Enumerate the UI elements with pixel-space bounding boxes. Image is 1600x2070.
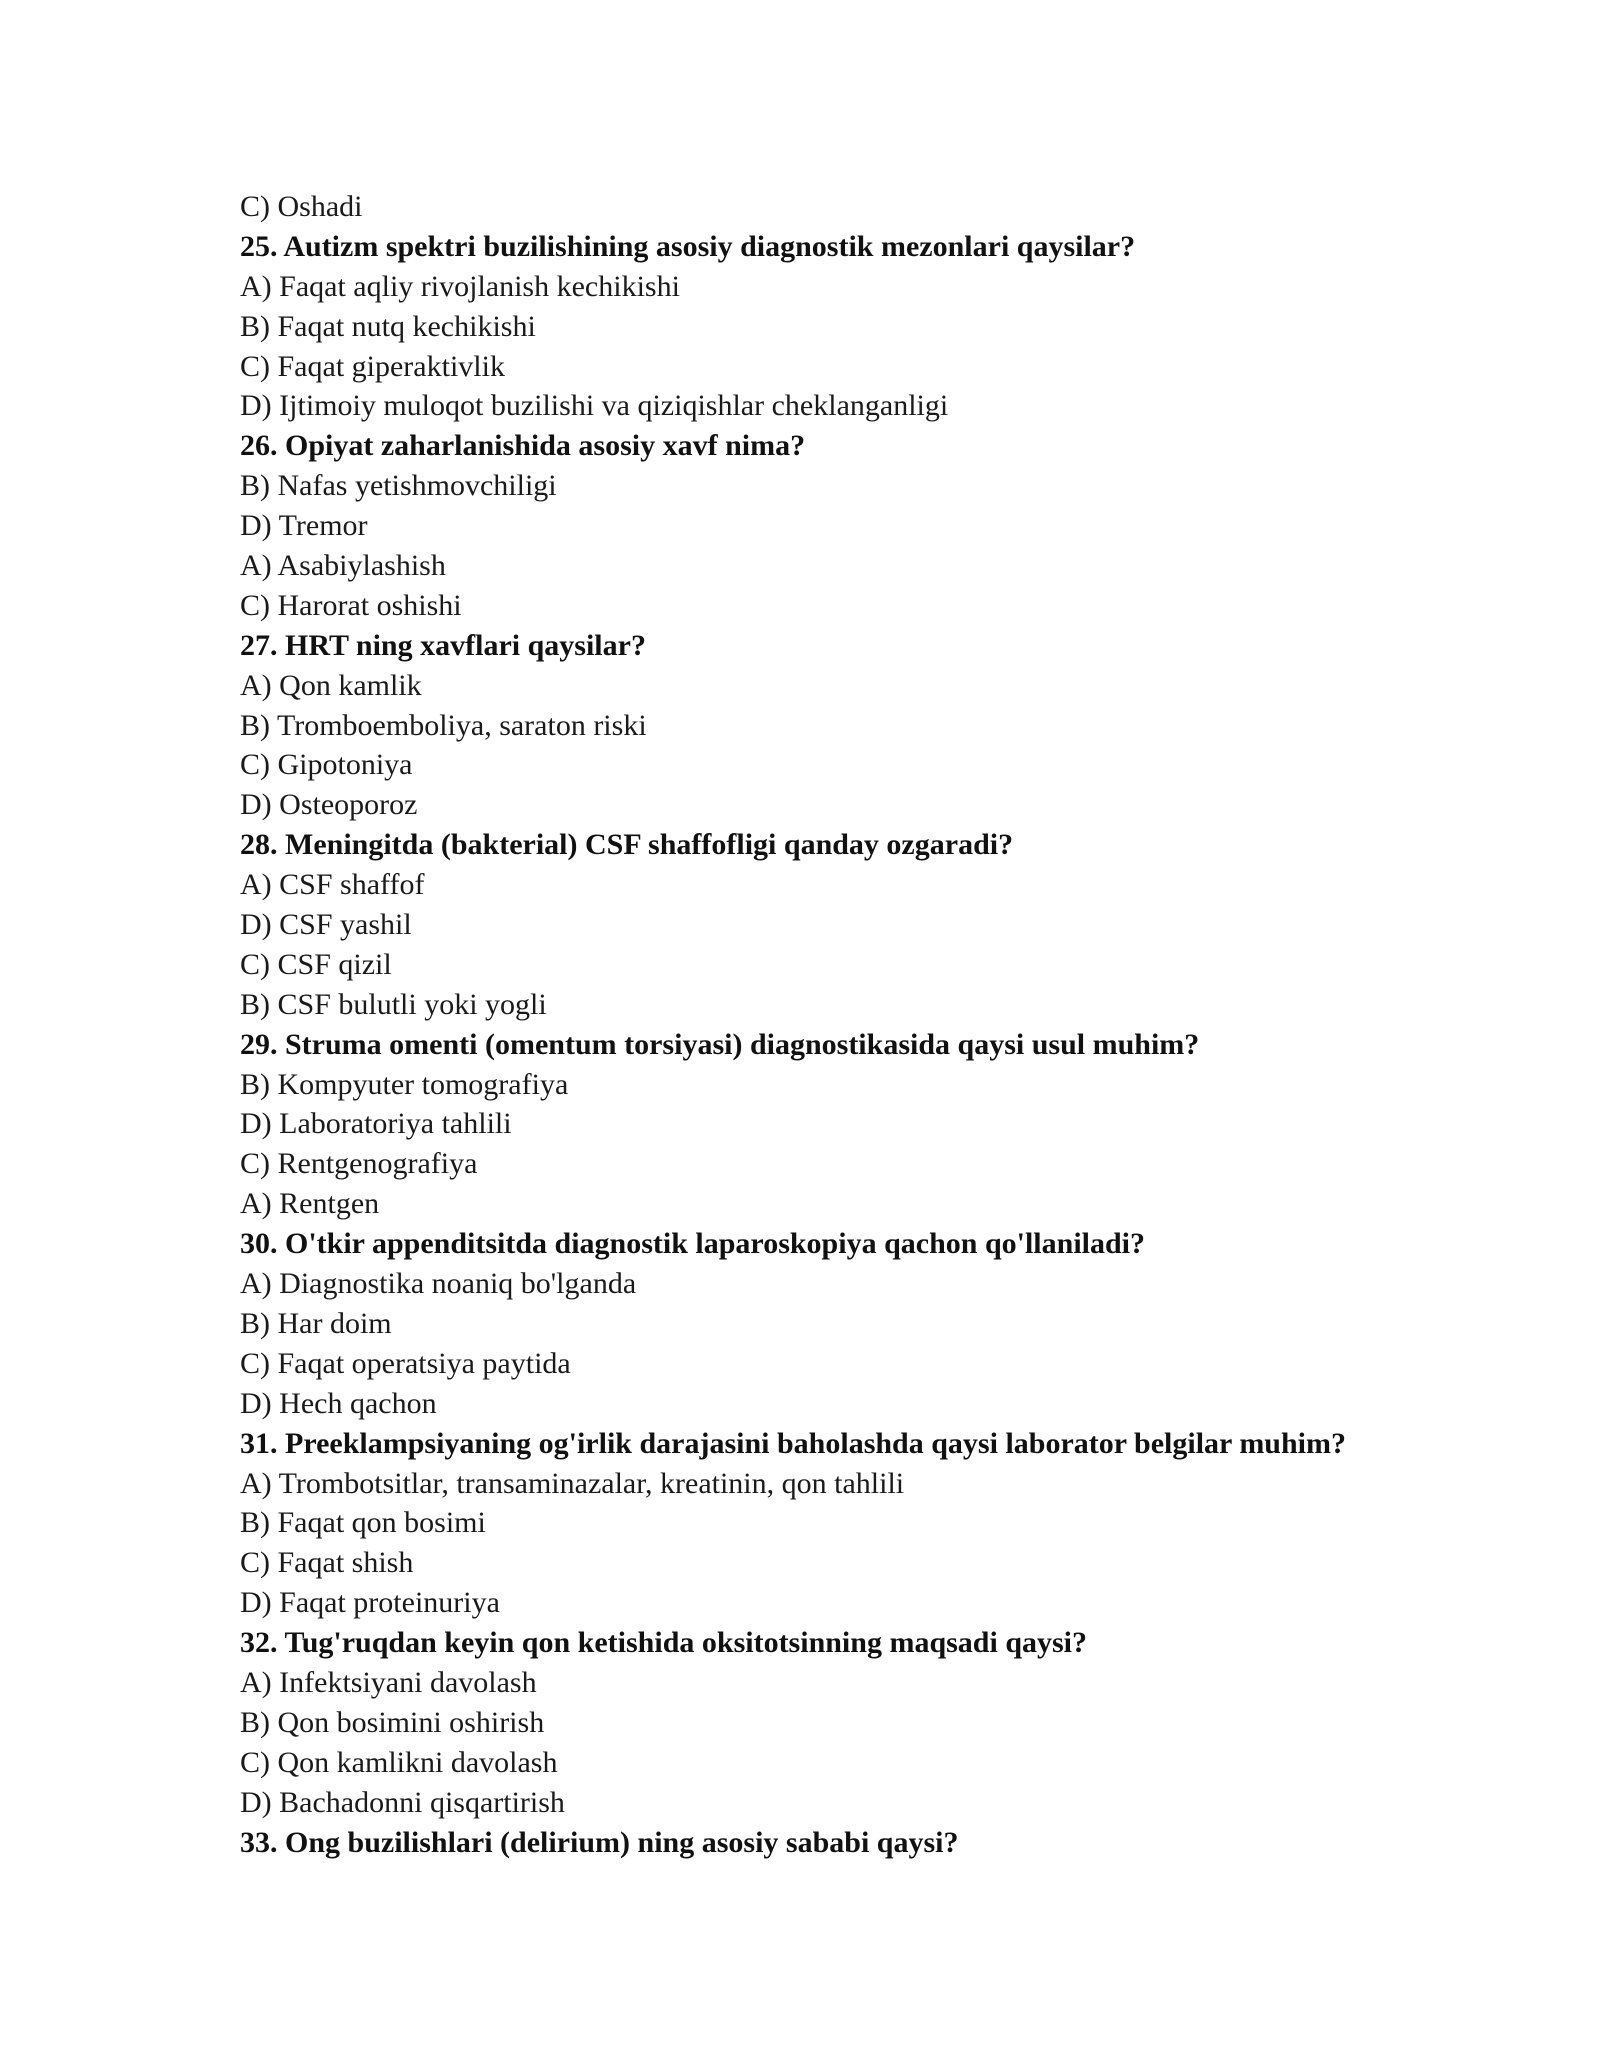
answer-option: C) Qon kamlikni davolash bbox=[240, 1745, 558, 1779]
question-heading: 27. HRT ning xavflari qaysilar? bbox=[240, 628, 646, 662]
question-heading: 26. Opiyat zaharlanishida asosiy xavf nima? bbox=[240, 429, 806, 463]
answer-option: C) CSF qizil bbox=[240, 947, 392, 981]
answer-option: C) Rentgenografiya bbox=[240, 1147, 478, 1181]
answer-option: D) Ijtimoiy muloqot buzilishi va qiziqishlar cheklanganligi bbox=[240, 389, 949, 423]
question-heading: 32. Tug'ruqdan keyin qon ketishida oksitotsinning maqsadi qaysi? bbox=[240, 1626, 1088, 1660]
answer-option: D) Hech qachon bbox=[240, 1386, 437, 1420]
answer-option: B) Faqat nutq kechikishi bbox=[240, 309, 536, 343]
question-heading: 29. Struma omenti (omentum torsiyasi) diagnostikasida qaysi usul muhim? bbox=[240, 1027, 1200, 1061]
question-heading: 30. O'tkir appenditsitda diagnostik laparoskopiya qachon qo'llaniladi? bbox=[240, 1227, 1146, 1261]
answer-option: A) Asabiylashish bbox=[240, 549, 446, 583]
question-heading: 31. Preeklampsiyaning og'irlik darajasini baholashda qaysi laborator belgilar muhim? bbox=[240, 1426, 1347, 1460]
answer-option: D) CSF yashil bbox=[240, 908, 412, 942]
answer-option: D) Laboratoriya tahlili bbox=[240, 1107, 512, 1141]
answer-option: C) Faqat giperaktivlik bbox=[240, 349, 505, 383]
answer-option: C) Faqat operatsiya paytida bbox=[240, 1346, 571, 1380]
question-heading: 25. Autizm spektri buzilishining asosiy diagnostik mezonlari qaysilar? bbox=[240, 229, 1136, 263]
answer-option: D) Faqat proteinuriya bbox=[240, 1586, 500, 1620]
question-heading: 28. Meningitda (bakterial) CSF shaffofligi qanday ozgaradi? bbox=[240, 828, 1014, 862]
answer-option: C) Oshadi bbox=[240, 190, 363, 223]
answer-option: A) Infektsiyani davolash bbox=[240, 1665, 537, 1699]
answer-option: B) Nafas yetishmovchiligi bbox=[240, 469, 557, 503]
answer-option: D) Osteoporoz bbox=[240, 788, 418, 822]
question-heading: 33. Ong buzilishlari (delirium) ning asosiy sababi qaysi? bbox=[240, 1825, 959, 1859]
answer-option: D) Tremor bbox=[240, 509, 368, 543]
answer-option: C) Gipotoniya bbox=[240, 748, 413, 782]
answer-option: A) Trombotsitlar, transaminazalar, kreatinin, qon tahlili bbox=[240, 1466, 905, 1500]
answer-option: B) Tromboemboliya, saraton riski bbox=[240, 708, 647, 742]
answer-option: C) Harorat oshishi bbox=[240, 588, 462, 622]
answer-option: A) CSF shaffof bbox=[240, 868, 425, 902]
answer-option: A) Qon kamlik bbox=[240, 668, 422, 702]
answer-option: D) Bachadonni qisqartirish bbox=[240, 1785, 565, 1819]
document-body bbox=[240, 187, 1440, 1862]
answer-option: B) Qon bosimini oshirish bbox=[240, 1705, 545, 1739]
answer-option: B) Faqat qon bosimi bbox=[240, 1506, 486, 1540]
answer-option: B) Kompyuter tomografiya bbox=[240, 1067, 569, 1101]
answer-option: B) Har doim bbox=[240, 1306, 392, 1340]
answer-option: C) Faqat shish bbox=[240, 1546, 414, 1580]
answer-option: A) Faqat aqliy rivojlanish kechikishi bbox=[240, 269, 680, 303]
answer-option: A) Diagnostika noaniq bo'lganda bbox=[240, 1267, 637, 1301]
answer-option: A) Rentgen bbox=[240, 1187, 380, 1221]
answer-option: B) CSF bulutli yoki yogli bbox=[240, 987, 547, 1021]
